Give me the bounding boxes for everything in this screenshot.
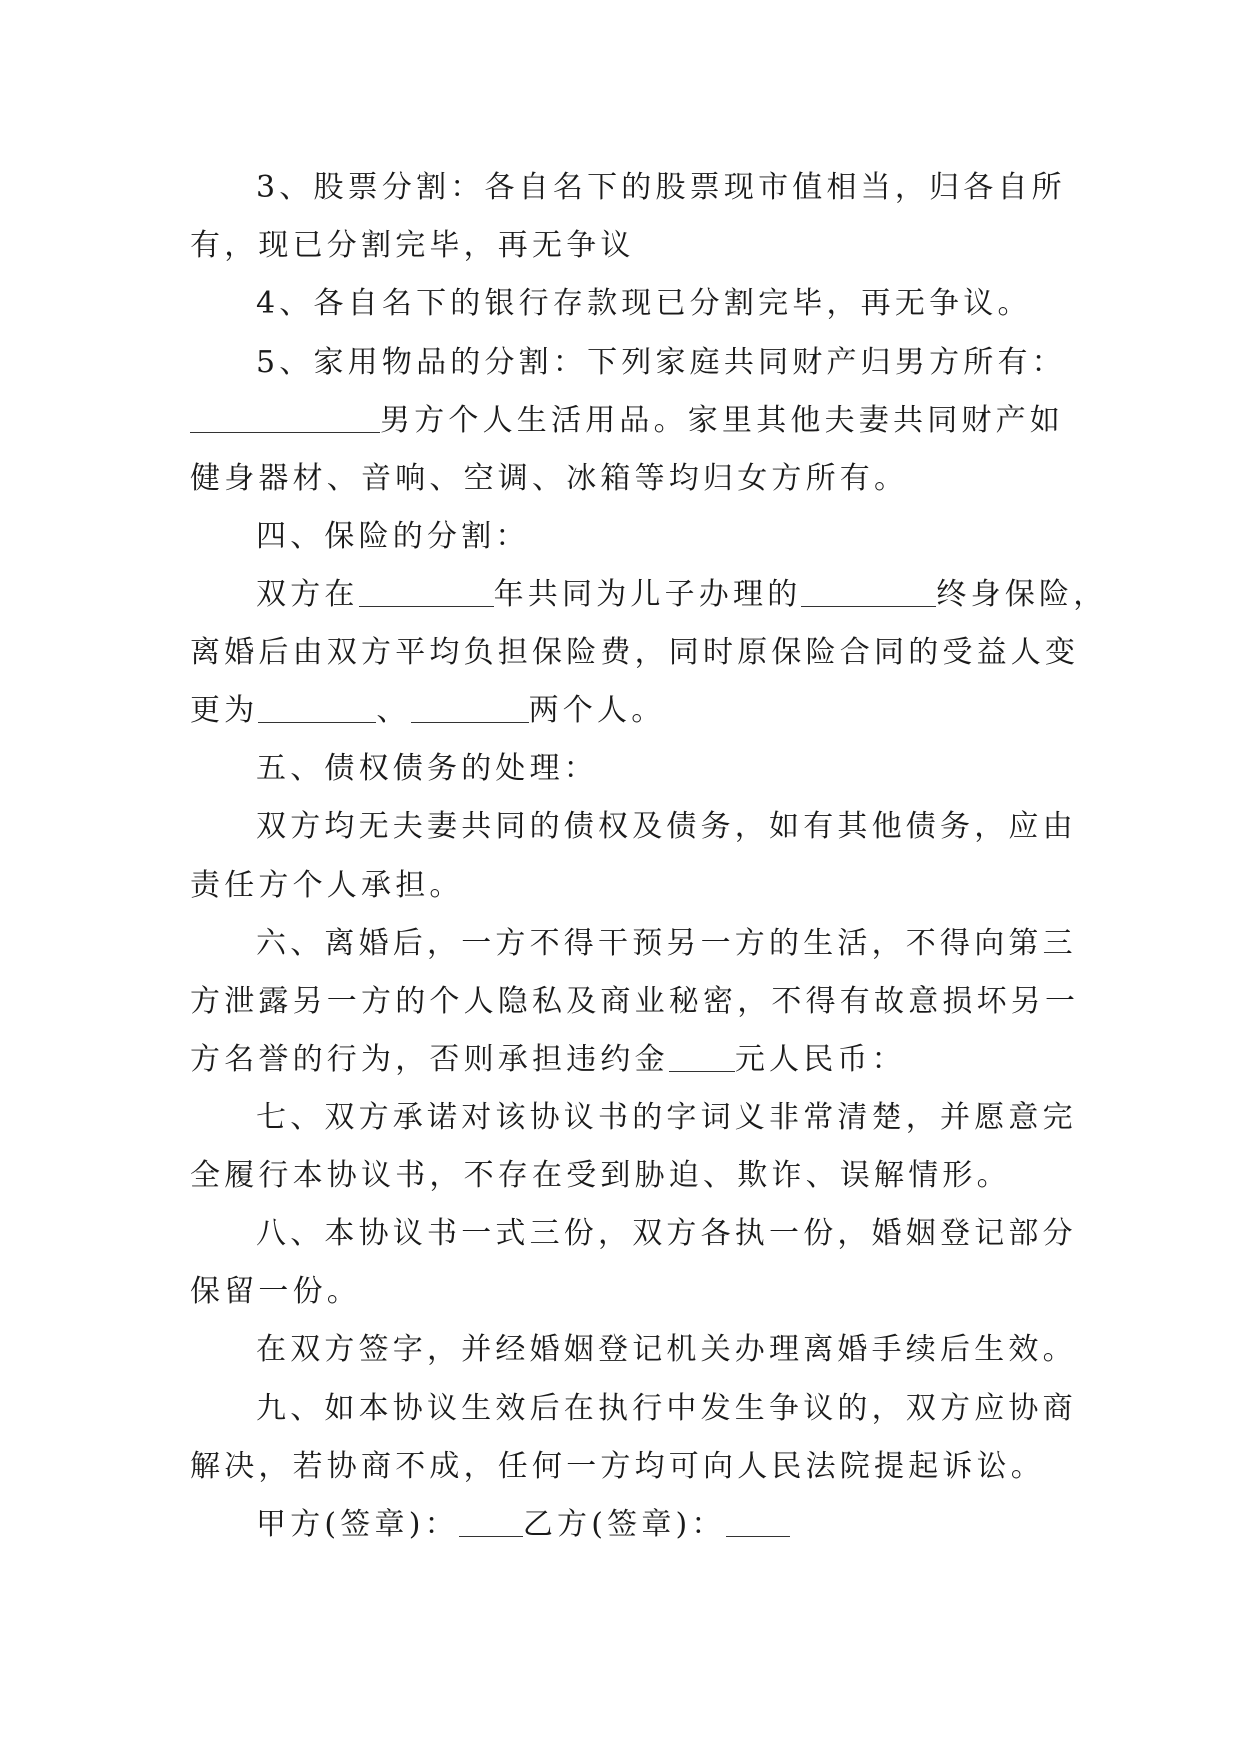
fill-in-blank — [258, 691, 376, 723]
text: 保留一份。 — [190, 1274, 361, 1309]
text: 双方在 — [256, 577, 359, 612]
section-8-line-1 — [256, 1214, 1077, 1254]
clause-4-line-1 — [256, 284, 1032, 324]
clause-5-line-1 — [256, 343, 1066, 383]
fill-in-blank — [669, 1040, 735, 1072]
text: 七、双方承诺对该协议书的字词义非常清楚，并愿意完 — [256, 1100, 1077, 1135]
section-6-line-3 — [190, 1040, 906, 1080]
debt-line-1 — [256, 807, 1077, 847]
section-7-line-2 — [190, 1156, 1011, 1196]
text: 五、债权债务的处理： — [256, 751, 598, 786]
text: 责任方个人承担。 — [190, 868, 464, 903]
section-6-line-2 — [190, 982, 1079, 1022]
text: 更为 — [190, 693, 259, 728]
text: 解决，若协商不成，任何一方均可向人民法院提起诉讼。 — [190, 1449, 1045, 1484]
insurance-line-2 — [190, 633, 1079, 673]
party-b-signature-label: 乙方(签章)： — [522, 1507, 726, 1542]
text: 元人民币： — [734, 1042, 906, 1077]
party-a-signature-blank — [459, 1505, 523, 1537]
text: 有，现已分割完毕，再无争议 — [190, 228, 635, 263]
clause-3-line-2 — [190, 226, 635, 266]
section-8-line-2 — [190, 1272, 361, 1312]
section-6-line-1 — [256, 924, 1077, 964]
debt-line-2 — [190, 866, 464, 906]
text: 八、本协议书一式三份，双方各执一份，婚姻登记部分 — [256, 1216, 1077, 1251]
text: 5、家用物品的分割：下列家庭共同财产归男方所有： — [256, 345, 1066, 380]
section-9-line-1 — [256, 1389, 1077, 1429]
text: 在双方签字，并经婚姻登记机关办理离婚手续后生效。 — [256, 1332, 1077, 1367]
text: 健身器材、音响、空调、冰箱等均归女方所有。 — [190, 461, 909, 496]
effective-line — [256, 1330, 1077, 1370]
fill-in-blank — [359, 575, 494, 607]
section-4-heading — [256, 517, 530, 557]
insurance-line-1 — [256, 575, 1107, 615]
text: 方泄露另一方的个人隐私及商业秘密，不得有故意损坏另一 — [190, 984, 1080, 1019]
text: 方名誉的行为，否则承担违约金 — [190, 1042, 669, 1077]
text: 3、股票分割：各自名下的股票现市值相当，归各自所 — [256, 170, 1066, 205]
text: 离婚后由双方平均负担保险费，同时原保险合同的受益人变 — [190, 635, 1080, 670]
clause-3-line-1 — [256, 168, 1066, 208]
fill-in-blank — [190, 401, 380, 433]
signature-line — [256, 1505, 790, 1545]
insurance-line-3 — [190, 691, 665, 731]
text: 四、保险的分割： — [256, 519, 530, 554]
party-b-signature-blank — [726, 1505, 790, 1537]
fill-in-blank — [801, 575, 936, 607]
section-5-heading — [256, 749, 598, 789]
text: 、 — [376, 693, 411, 728]
section-9-line-2 — [190, 1447, 1045, 1487]
text: 两个人。 — [528, 693, 666, 728]
text: 年共同为儿子办理的 — [493, 577, 802, 612]
text: 4、各自名下的银行存款现已分割完毕，再无争议。 — [256, 286, 1032, 321]
clause-5-line-2 — [190, 401, 1064, 441]
section-7-line-1 — [256, 1098, 1077, 1138]
clause-5-line-3 — [190, 459, 908, 499]
text: 六、离婚后，一方不得干预另一方的生活，不得向第三 — [256, 926, 1077, 961]
text: 男方个人生活用品。家里其他夫妻共同财产如 — [380, 403, 1064, 438]
text: 双方均无夫妻共同的债权及债务，如有其他债务，应由 — [256, 809, 1077, 844]
text: 终身保险， — [936, 577, 1108, 612]
party-a-signature-label: 甲方(签章)： — [256, 1507, 459, 1542]
text: 九、如本协议生效后在执行中发生争议的，双方应协商 — [256, 1391, 1077, 1426]
text: 全履行本协议书，不存在受到胁迫、欺诈、误解情形。 — [190, 1158, 1011, 1193]
fill-in-blank — [411, 691, 529, 723]
